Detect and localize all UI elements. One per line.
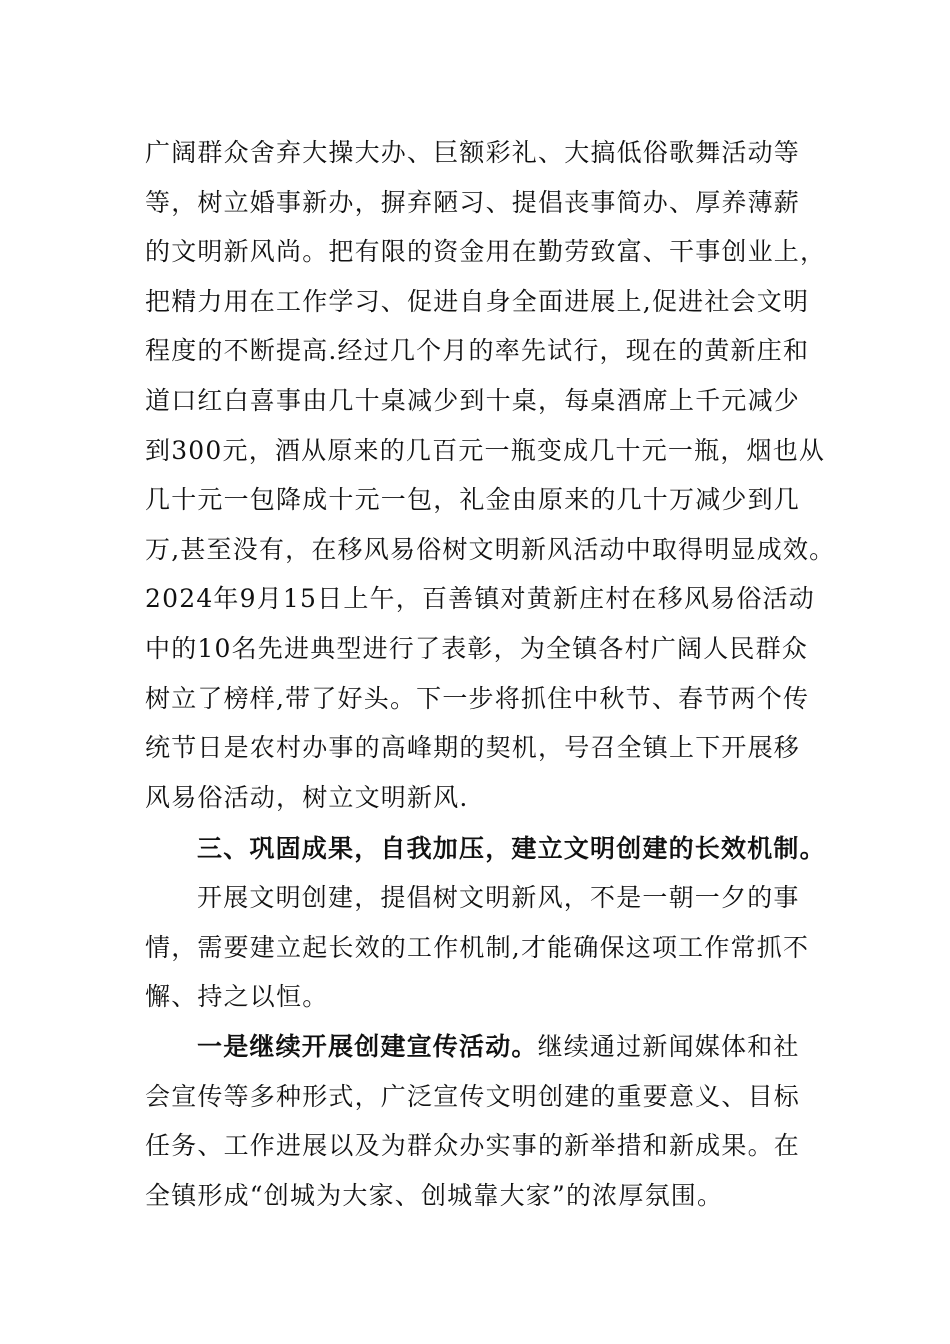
- text-line: 道口红白喜事由几十桌减少到十桌，每桌酒席上千元减少: [145, 385, 801, 415]
- text-line: 懈、持之以恒。: [145, 982, 329, 1012]
- text-line: 会宣传等多种形式，广泛宣传文明创建的重要意义、目标: [145, 1081, 801, 1111]
- point-text: 继续通过新闻媒体和社: [537, 1032, 800, 1061]
- text-line: 几十元一包降成十元一包，礼金由原来的几十万减少到几: [145, 485, 801, 515]
- text-line: 情，需要建立起长效的工作机制,才能确保这项工作常抓不: [145, 932, 810, 962]
- text-line: 全镇形成“创城为大家、创城靠大家”的浓厚氛围。: [145, 1180, 724, 1210]
- text-line: 的文明新风尚。把有限的资金用在勤劳致富、干事创业上，: [145, 237, 827, 267]
- paragraph-long-term-mechanism: [145, 873, 835, 1022]
- paragraph-transformation-results: [145, 128, 835, 822]
- text-line: 树立了榜样,带了好头。下一步将抓住中秋节、春节两个传: [145, 683, 810, 713]
- text-line: 万,甚至没有，在移风易俗树文明新风活动中取得明显成效。: [145, 534, 836, 564]
- text-line: 等，树立婚事新办，摒弃陋习、提倡丧事简办、厚养薄薪: [145, 187, 801, 217]
- text-line: 风易俗活动，树立文明新风.: [145, 782, 469, 812]
- text-line: 到300元，酒从原来的几百元一瓶变成几十元一瓶，烟也从: [145, 435, 826, 465]
- paragraph-publicity-activities: [145, 1022, 835, 1220]
- text-line: 中的10名先进典型进行了表彰，为全镇各村广阔人民群众: [145, 633, 809, 663]
- text-line: 任务、工作进展以及为群众办实事的新举措和新成果。在: [145, 1131, 801, 1161]
- text-line: 2024年9月15日上午，百善镇对黄新庄村在移风易俗活动: [145, 584, 815, 614]
- section-heading: 三、巩固成果，自我加压，建立文明创建的长效机制。: [197, 834, 826, 863]
- text-line: 广阔群众舍弃大操大办、巨额彩礼、大搞低俗歌舞活动等: [145, 138, 801, 167]
- text-line: 统节日是农村办事的高峰期的契机，号召全镇上下开展移: [145, 733, 801, 763]
- text-line: [145, 1022, 835, 1072]
- text-line: 把精力用在工作学习、促进自身全面进展上,促进社会文明: [145, 286, 810, 316]
- text-line: 程度的不断提高.经过几个月的率先试行，现在的黄新庄和: [145, 336, 810, 366]
- text-line: 开展文明创建，提倡树文明新风，不是一朝一夕的事: [197, 883, 800, 912]
- point-lead: 一是继续开展创建宣传活动。: [197, 1032, 538, 1061]
